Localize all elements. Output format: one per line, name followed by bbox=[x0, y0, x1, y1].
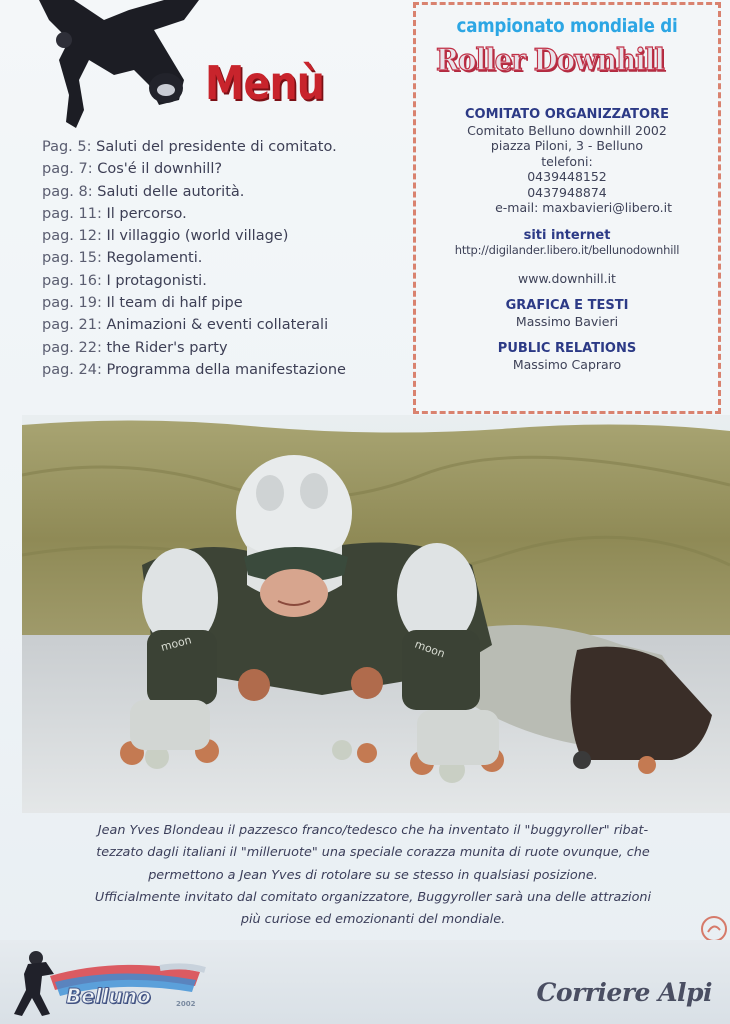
toc-page: Pag. 5: bbox=[42, 139, 92, 155]
belluno-logo-year: 2002 bbox=[176, 1000, 196, 1008]
suit-brand-label: moon bbox=[159, 633, 193, 654]
toc-label: Programma della manifestazione bbox=[106, 361, 346, 378]
toc-label: Regolamenti. bbox=[106, 250, 203, 267]
toc-page: pag. 15: bbox=[42, 250, 102, 267]
toc-label: Saluti delle autorità. bbox=[97, 183, 245, 200]
address: piazza Piloni, 3 - Belluno bbox=[490, 138, 644, 153]
toc-item bbox=[42, 337, 402, 359]
organizing-heading: COMITATO ORGANIZZATORE bbox=[465, 107, 669, 122]
phones-label: telefoni: bbox=[541, 153, 593, 169]
toc-page: pag. 24: bbox=[42, 361, 102, 378]
toc-page: pag. 22: bbox=[42, 339, 102, 356]
sites-heading: siti internet bbox=[523, 227, 611, 243]
email: e-mail: maxbavieri@libero.it bbox=[495, 200, 672, 215]
toc-item bbox=[42, 270, 402, 292]
organizing-name: Comitato Belluno downhill 2002 bbox=[467, 122, 667, 138]
caption-line: Jean Yves Blondeau il pazzesco franco/tedesco che ha inventato il "buggyroller" ribat- bbox=[97, 823, 649, 838]
table-of-contents bbox=[42, 136, 402, 381]
toc-page: pag. 12: bbox=[42, 228, 102, 245]
toc-label: I protagonisti. bbox=[106, 272, 207, 289]
toc-page: pag. 21: bbox=[42, 317, 102, 334]
toc-page: pag. 7: bbox=[42, 161, 93, 178]
toc-label: Saluti del presidente di comitato. bbox=[96, 139, 337, 155]
toc-label: the Rider's party bbox=[106, 339, 228, 356]
toc-label: Animazioni & eventi collaterali bbox=[106, 317, 329, 334]
pr-heading: PUBLIC RELATIONS bbox=[497, 341, 637, 356]
caption-line: tezzato dagli italiani il "milleruote" una speciale corazza munita di ruote ovunque, che bbox=[96, 845, 650, 861]
toc-item bbox=[42, 181, 402, 203]
graphics-heading: GRAFICA E TESTI bbox=[505, 298, 629, 313]
toc-item bbox=[42, 359, 402, 381]
toc-label: Il team di half pipe bbox=[106, 295, 243, 312]
website-link: www.downhill.it bbox=[518, 270, 616, 286]
menu-title: Menù bbox=[205, 56, 325, 110]
toc-item bbox=[42, 314, 402, 336]
phone-number: 0439448152 bbox=[527, 169, 607, 184]
belluno-logo-text: Belluno bbox=[66, 984, 151, 1008]
buggyroller-photo bbox=[22, 415, 730, 813]
phone-number: 0437948874 bbox=[527, 184, 607, 200]
toc-label: Il percorso. bbox=[106, 205, 187, 222]
photo-caption bbox=[30, 820, 716, 931]
toc-item bbox=[42, 136, 402, 158]
toc-page: pag. 8: bbox=[42, 183, 93, 200]
pr-name: Massimo Capraro bbox=[512, 356, 622, 372]
footer-bar bbox=[0, 940, 730, 1024]
toc-page: pag. 16: bbox=[42, 272, 102, 289]
toc-label: Il villaggio (world village) bbox=[106, 228, 289, 245]
corriere-alpi-logo: Corriere Alpi bbox=[536, 978, 712, 1007]
caption-line: permettono a Jean Yves di rotolare su se stesso in qualsiasi posizione. bbox=[148, 867, 598, 883]
toc-item bbox=[42, 247, 402, 269]
website-link: http://digilander.libero.it/bellunodownhill bbox=[454, 243, 680, 257]
toc-item bbox=[42, 292, 402, 314]
event-info-box bbox=[413, 2, 721, 414]
toc-item bbox=[42, 225, 402, 247]
suit-brand-label: moon bbox=[412, 637, 447, 661]
graphics-name: Massimo Bavieri bbox=[515, 313, 619, 329]
toc-label: Cos'é il downhill? bbox=[97, 161, 223, 178]
downhill-skater-illustration bbox=[34, 0, 204, 130]
caption-line: Ufficialmente invitato dal comitato organizzatore, Buggyroller sarà una delle attrazioni bbox=[94, 889, 652, 905]
caption-line: più curiose ed emozionanti del mondiale. bbox=[240, 912, 506, 928]
organizer-details bbox=[416, 107, 718, 372]
toc-page: pag. 19: bbox=[42, 295, 102, 312]
championship-title: campionato mondiale di bbox=[456, 15, 678, 37]
toc-page: pag. 11: bbox=[42, 205, 102, 222]
toc-item bbox=[42, 158, 402, 180]
toc-item bbox=[42, 203, 402, 225]
roller-downhill-logo: Roller Downhill bbox=[436, 43, 664, 78]
